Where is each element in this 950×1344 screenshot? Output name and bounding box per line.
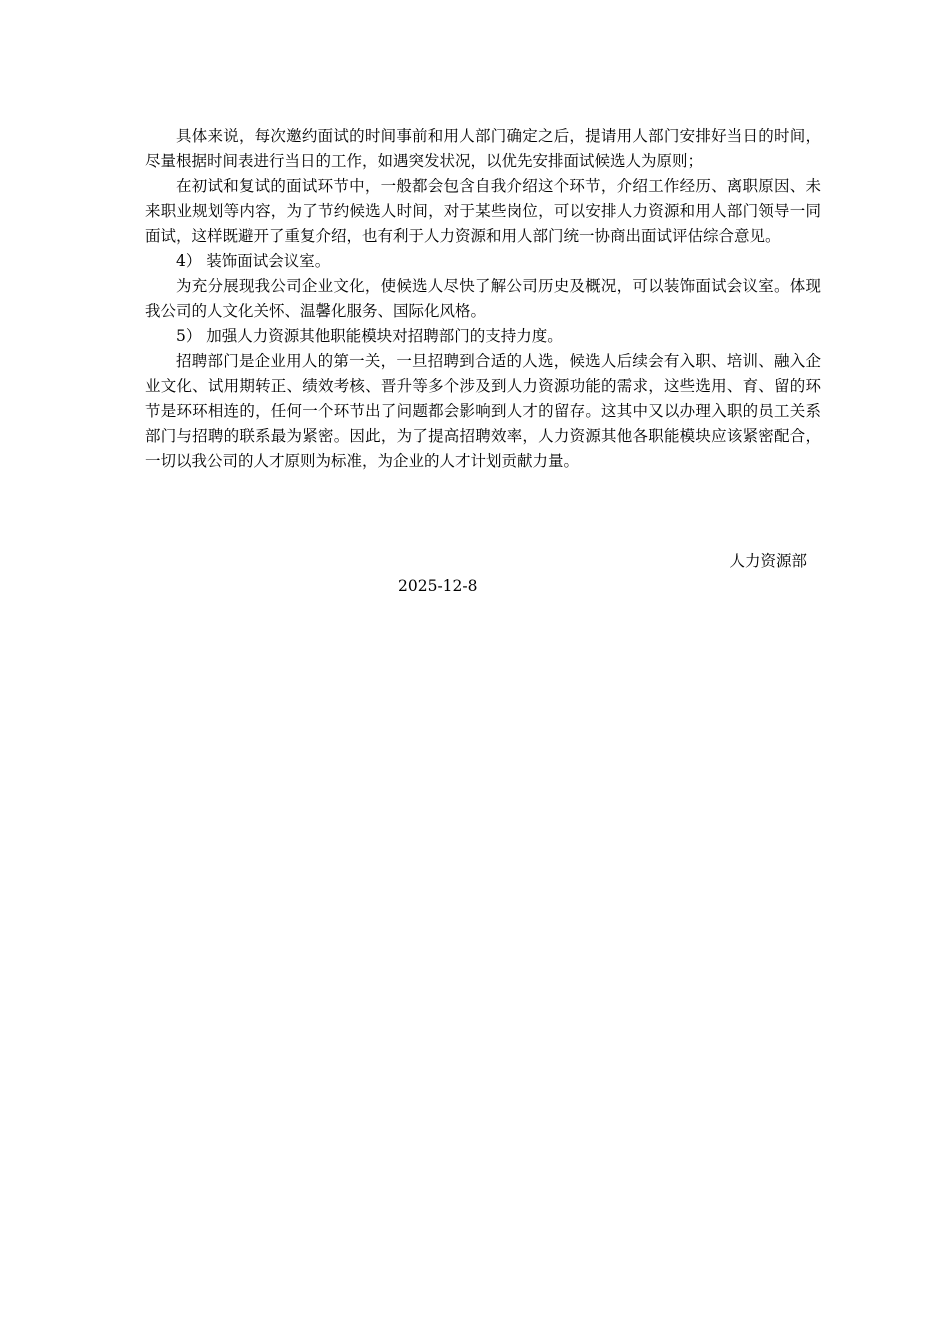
heading-decorate-meeting-room: 4） 装饰面试会议室。 xyxy=(176,252,331,270)
paragraph-meeting-room-culture: 为充分展现我公司企业文化，使候选人尽快了解公司历史及概况，可以装饰面试会议室。体现我公司的人文化关怀、温馨化服务、国际化风格。 xyxy=(145,277,821,320)
paragraph-hr-coordination: 招聘部门是企业用人的第一关，一旦招聘到合适的人选，候选人后续会有入职、培训、融入企业文化、试用期转正、绩效考核、晋升等多个涉及到人力资源功能的需求，这些选用、育、留的环节是环环相连的，任何一个环节出了问题都会影响到人才的留存。这其中又以办理入职的员工关系部门与招聘的联系最为紧密。因此，为了提高招聘效率，人力资源其他各职能模块应该紧密配合，一切以我公司的人才原则为标准，为企业的人才计划贡献力量。 xyxy=(145,352,821,470)
signature-date: 2025-12-8 xyxy=(398,577,478,595)
signature-department: 人力资源部 xyxy=(729,552,807,570)
document-body xyxy=(145,124,821,474)
paragraph-joint-interview: 在初试和复试的面试环节中，一般都会包含自我介绍这个环节，介绍工作经历、离职原因、未来职业规划等内容，为了节约候选人时间，对于某些岗位，可以安排人力资源和用人部门领导一同面试，这样既避开了重复介绍，也有利于人力资源和用人部门统一协商出面试评估综合意见。 xyxy=(145,177,821,245)
heading-hr-support: 5） 加强人力资源其他职能模块对招聘部门的支持力度。 xyxy=(176,327,563,345)
paragraph-interview-scheduling: 具体来说，每次邀约面试的时间事前和用人部门确定之后，提请用人部门安排好当日的时间，尽量根据时间表进行当日的工作，如遇突发状况，以优先安排面试候选人为原则； xyxy=(145,127,821,170)
